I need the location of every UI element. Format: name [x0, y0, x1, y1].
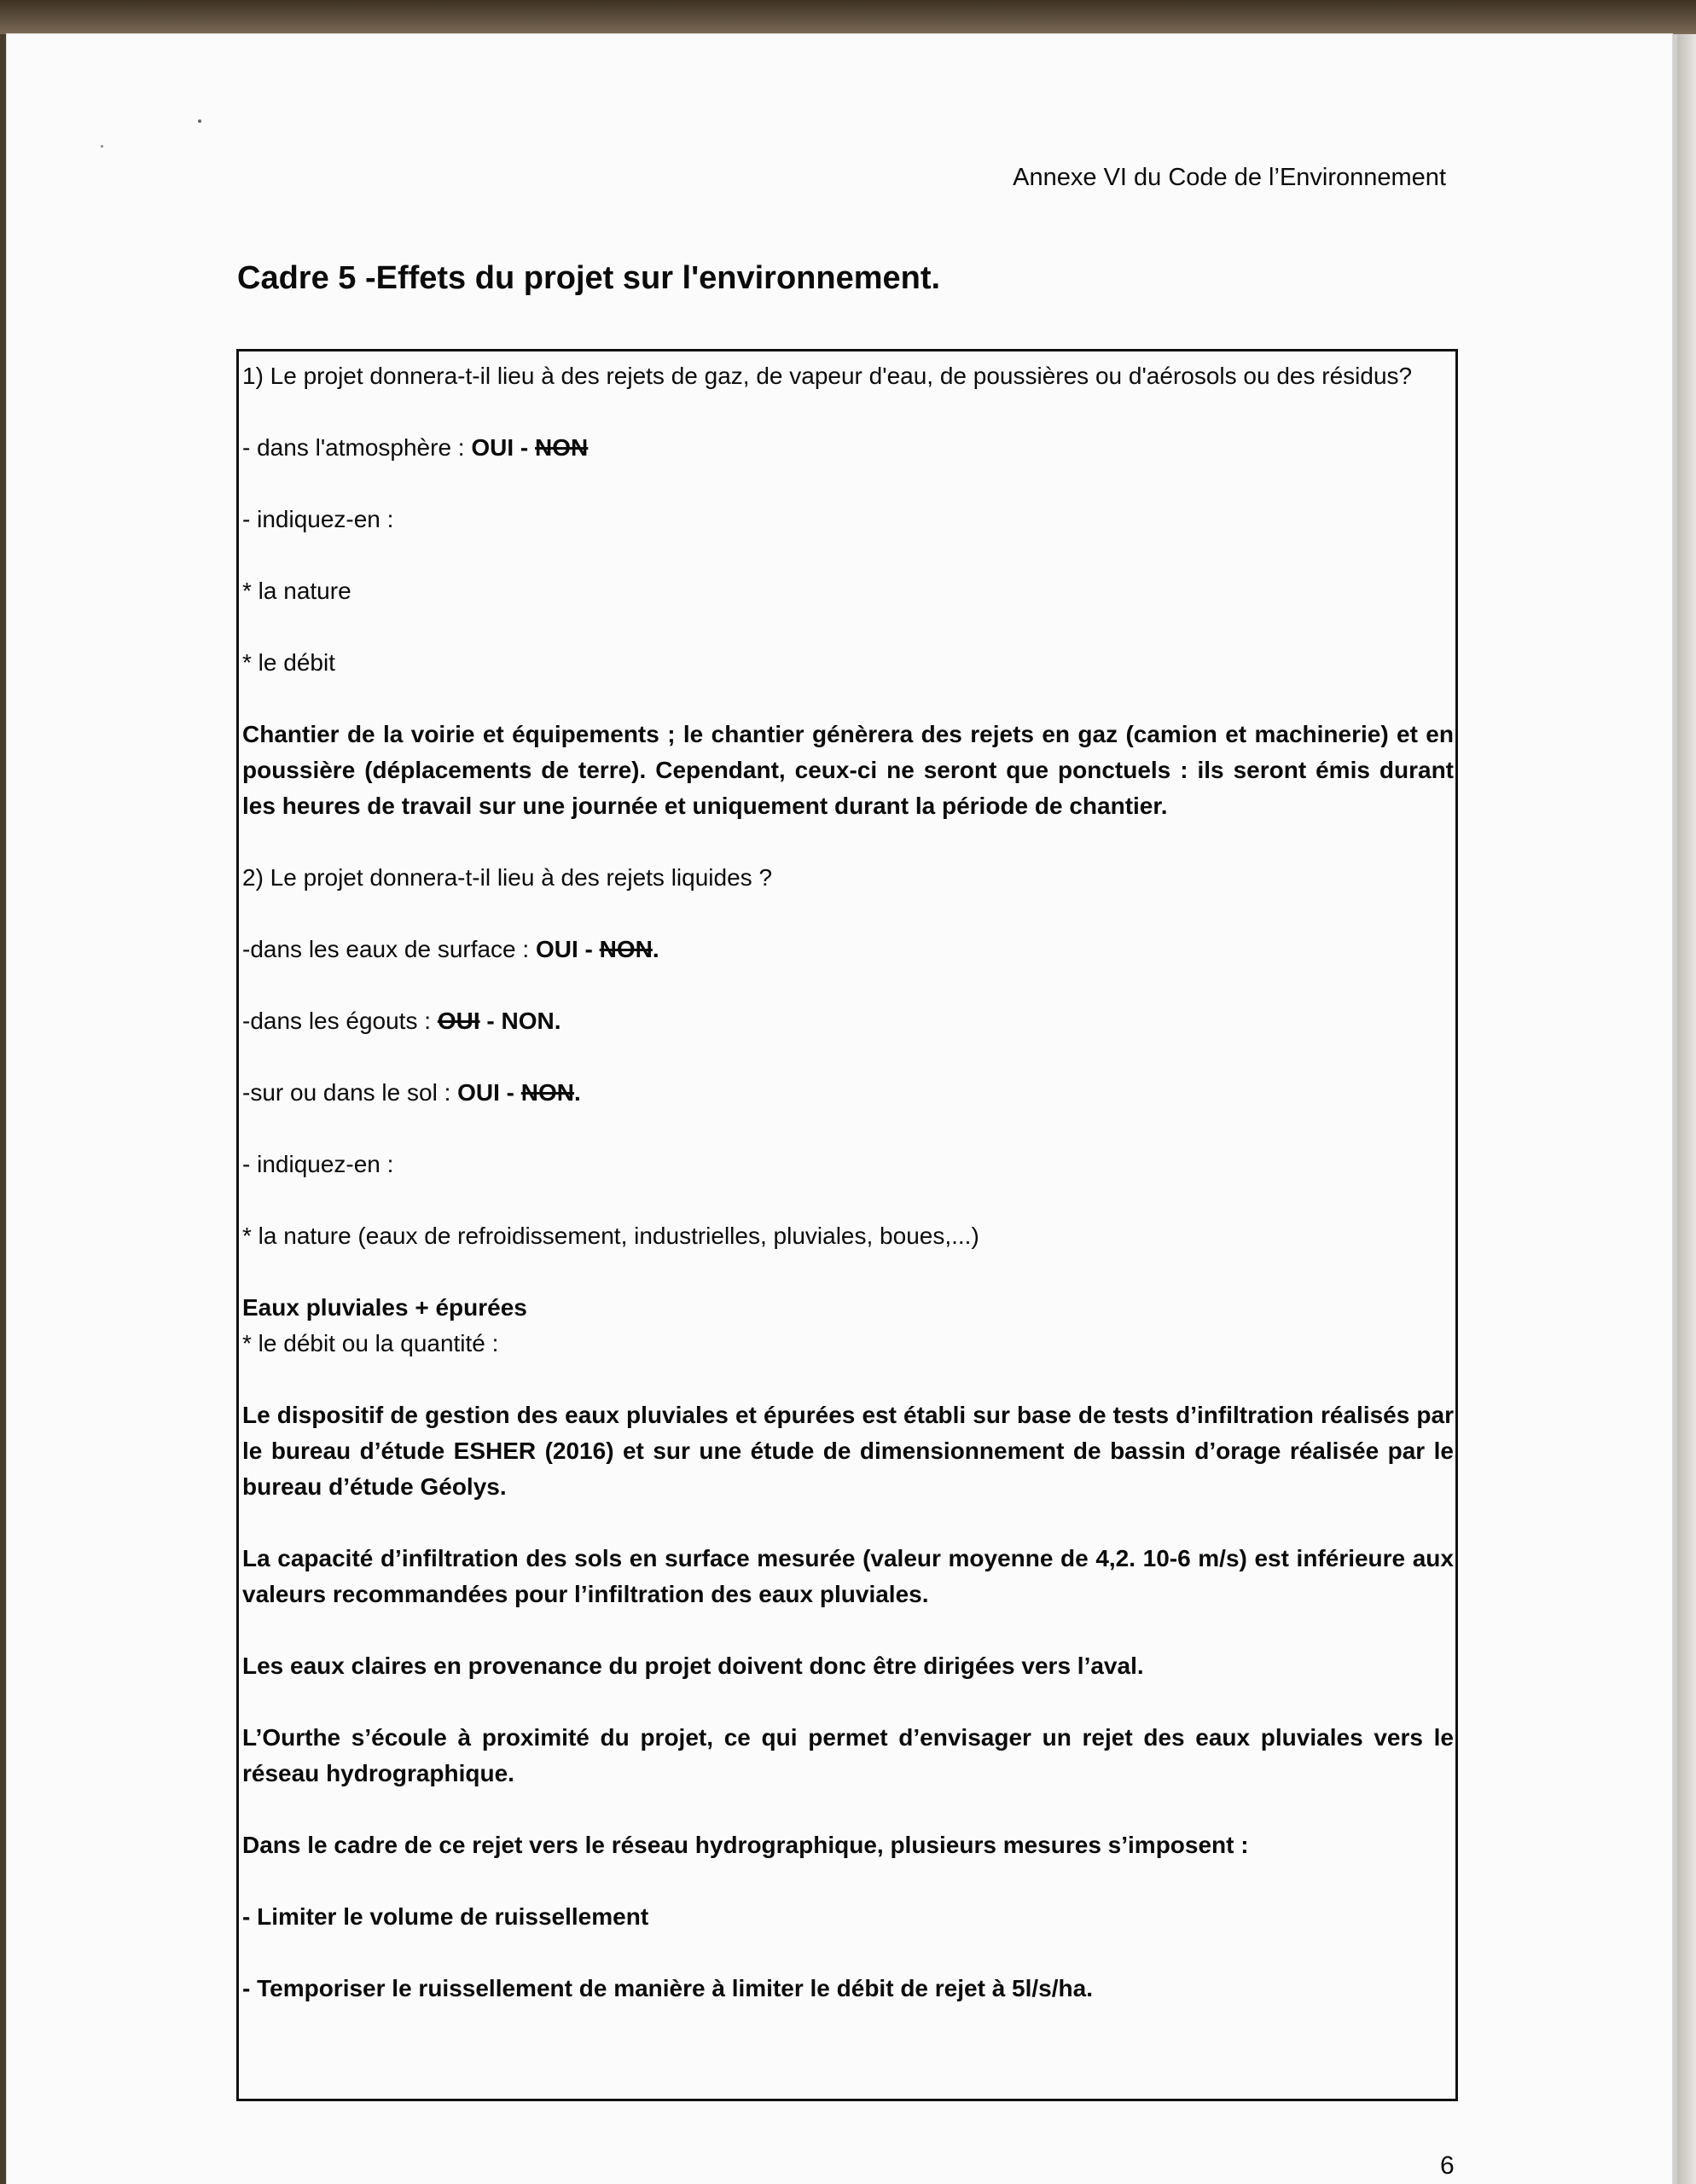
egouts-line [242, 1003, 1455, 1039]
atmosphere-label: - dans l'atmosphère : [242, 434, 472, 461]
nature-2: * la nature (eaux de refroidissement, industrielles, pluviales, boues,...) [242, 1223, 979, 1249]
debit-1: * le débit [242, 649, 335, 676]
paragraph-4: L’Ourthe s’écoule à proximité du projet, ce qui permet d’envisager un rejet des eaux pluviales vers le réseau hydrographique. [242, 1724, 1454, 1786]
nature-1: * la nature [242, 578, 351, 604]
surface-oui: OUI [535, 936, 578, 962]
paragraph-2: La capacité d’infiltration des sols en surface mesurée (valeur moyenne de 4,2. 10-6 m/s) est inférieure aux valeurs recommandées pour l’infiltration des eaux pluviales. [242, 1545, 1454, 1607]
answer-1: Chantier de la voirie et équipements ; le chantier génèrera des rejets en gaz (camion et machinerie) et en poussière (déplacements de terre). Cependant, ceux-ci ne seront que ponctuels : ils seront émis durant les heures de travail sur une journée et uniquement durant la période de chantier. [242, 721, 1454, 819]
sol-line [242, 1075, 1455, 1111]
spacer [242, 394, 1455, 430]
bullet-1: - Limiter le volume de ruissellement [242, 1903, 649, 1930]
egouts-non: NON. [501, 1008, 561, 1034]
annex-header: Annexe VI du Code de l’Environnement [1013, 164, 1446, 191]
surface-label: -dans les eaux de surface : [242, 936, 536, 962]
surface-end: . [652, 936, 659, 962]
page-number: 6 [1440, 2152, 1455, 2180]
section-box [236, 349, 1458, 2101]
atmosphere-oui: OUI [471, 434, 514, 461]
debit-2: * le débit ou la quantité : [242, 1330, 499, 1356]
bullet-2: - Temporiser le ruissellement de manière à limiter le débit de rejet à 5l/s/ha. [242, 1975, 1093, 2001]
sol-oui: OUI [457, 1079, 500, 1106]
sol-end: . [574, 1079, 581, 1106]
nature-answer: Eaux pluviales + épurées [242, 1294, 527, 1321]
sol-label: -sur ou dans le sol : [242, 1079, 458, 1106]
scan-speck [198, 119, 201, 123]
surface-non: NON [599, 936, 653, 962]
surface-line [242, 932, 1455, 967]
scan-speck [101, 145, 103, 148]
surface-sep: - [578, 936, 600, 962]
paragraph-1: Le dispositif de gestion des eaux pluviales et épurées est établi sur base de tests d’infiltration réalisés par le bureau d’étude ESHER (2016) et sur une étude de dimensionnement de bassin d’orage réalisée par le bureau d’étude Géolys. [242, 1402, 1454, 1500]
egouts-sep: - [479, 1008, 502, 1034]
question-1: 1) Le projet donnera-t-il lieu à des rejets de gaz, de vapeur d'eau, de poussières ou d'aérosols ou des résidus? [242, 363, 1413, 389]
atmosphere-sep: - [514, 434, 536, 461]
sol-sep: - [499, 1079, 521, 1106]
atmosphere-line [242, 430, 1455, 466]
paragraph-3: Les eaux claires en provenance du projet doivent donc être dirigées vers l’aval. [242, 1653, 1144, 1679]
question-2: 2) Le projet donnera-t-il lieu à des rejets liquides ? [242, 864, 773, 891]
egouts-label: -dans les égouts : [242, 1008, 438, 1034]
egouts-oui: OUI [437, 1008, 480, 1034]
indiquez-2: - indiquez-en : [242, 1151, 394, 1177]
scan-background-edge [1672, 34, 1696, 2184]
indiquez-1: - indiquez-en : [242, 506, 394, 532]
page-title: Cadre 5 -Effets du projet sur l'environnement. [237, 260, 941, 296]
atmosphere-non: NON [535, 434, 589, 461]
sol-non: NON [520, 1079, 575, 1106]
scan-background-top [0, 0, 1696, 34]
paragraph-5: Dans le cadre de ce rejet vers le réseau hydrographique, plusieurs mesures s’imposent : [242, 1832, 1249, 1858]
